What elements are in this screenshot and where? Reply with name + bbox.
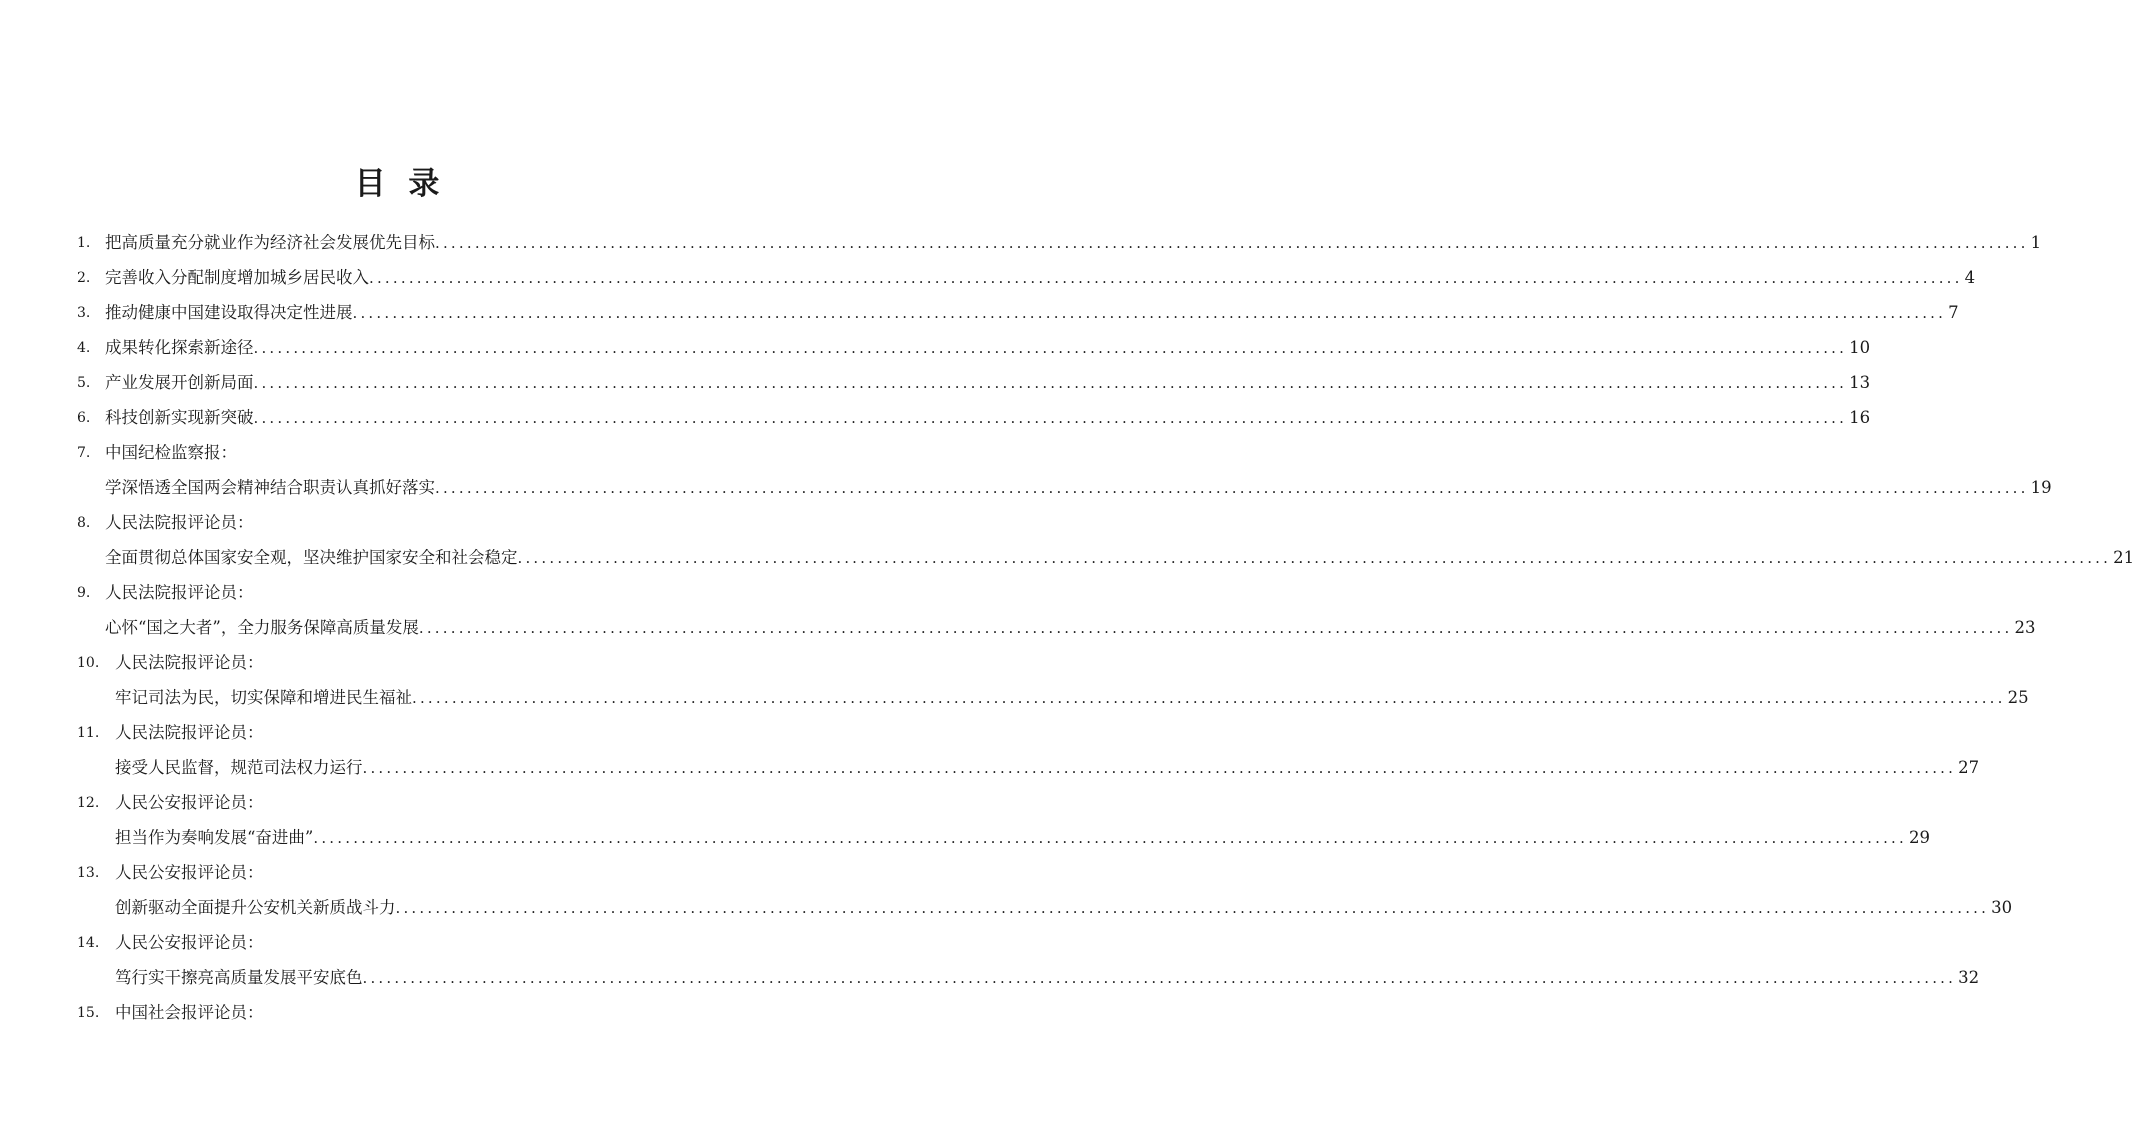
toc-entry-number: 6. — [77, 410, 91, 426]
toc-entry-number: 7. — [77, 445, 91, 461]
toc-row — [0, 401, 1871, 435]
toc-entry-source: 中国社会报评论员： — [115, 1003, 264, 1022]
toc-entry-link[interactable] — [105, 401, 1871, 435]
toc-entry-title: 成果转化探索新途径 — [105, 338, 254, 357]
toc-entry-number: 13. — [77, 865, 100, 881]
toc-entry-title: 创新驱动全面提升公安机关新质战斗力 — [115, 898, 396, 917]
toc-entry-number: 4. — [77, 340, 91, 356]
toc-entry-link[interactable] — [115, 821, 1930, 855]
toc-entry-title: 担当作为奏响发展“奋进曲” — [115, 828, 314, 847]
toc-entry-link[interactable] — [115, 891, 2013, 925]
toc-row — [0, 296, 1959, 330]
toc-entry-link[interactable] — [105, 226, 2042, 260]
toc-row — [0, 331, 1871, 365]
toc-entry-source: 人民法院报评论员： — [105, 583, 254, 602]
dot-leader: ........................................................................................................................................................................................................ — [412, 689, 2006, 707]
dot-leader: ........................................................................................................................................................................................................ — [395, 899, 1990, 917]
toc-entry-source: 人民公安报评论员： — [115, 793, 264, 812]
toc-row — [0, 751, 1980, 785]
toc-row — [0, 506, 800, 540]
toc-entry-number: 10. — [77, 655, 100, 671]
toc-entry-number: 9. — [77, 585, 91, 601]
toc-page-number: 30 — [1991, 898, 2013, 917]
toc-page-number: 13 — [1849, 373, 1871, 392]
page-title: 目 录 — [354, 166, 446, 202]
toc-entry-number: 8. — [77, 515, 91, 531]
toc-entry-number: 2. — [77, 270, 91, 286]
toc-entry-link[interactable] — [105, 296, 1959, 330]
toc-entry-link[interactable] — [105, 366, 1871, 400]
toc-row — [0, 611, 2036, 645]
dot-leader: ........................................................................................................................................................................................................ — [418, 619, 2013, 637]
toc-entry-link[interactable] — [115, 751, 1980, 785]
toc-row — [0, 541, 2134, 575]
toc-entry-number: 5. — [77, 375, 91, 391]
toc-row — [0, 716, 800, 750]
dot-leader: ........................................................................................................................................................................................................ — [435, 234, 2029, 252]
toc-page-number: 21 — [2113, 548, 2134, 567]
toc-row — [0, 961, 1980, 995]
toc-row — [0, 366, 1871, 400]
toc-entry-title: 心怀“国之大者”，全力服务保障高质量发展 — [105, 618, 419, 637]
toc-row — [0, 786, 800, 820]
toc-entry-title: 把高质量充分就业作为经济社会发展优先目标 — [105, 233, 435, 252]
toc-row — [0, 646, 800, 680]
toc-row — [0, 576, 800, 610]
dot-leader: ........................................................................................................................................................................................................ — [362, 969, 1957, 987]
toc-row — [0, 261, 1976, 295]
toc-entry-link[interactable] — [105, 331, 1871, 365]
toc-entry-title: 产业发展开创新局面 — [105, 373, 254, 392]
toc-entry-title: 推动健康中国建设取得决定性进展 — [105, 303, 353, 322]
toc-entry-number: 1. — [77, 235, 91, 251]
toc-row — [0, 681, 2029, 715]
dot-leader: ........................................................................................................................................................................................................ — [435, 479, 2029, 497]
dot-leader: ........................................................................................................................................................................................................ — [253, 339, 1848, 357]
toc-entry-number: 14. — [77, 935, 100, 951]
toc-row — [0, 471, 2052, 505]
toc-row — [0, 856, 800, 890]
toc-entry-title: 接受人民监督，规范司法权力运行 — [115, 758, 363, 777]
toc-page-number: 32 — [1958, 968, 1980, 987]
toc-entry-link[interactable] — [105, 471, 2052, 505]
toc-page-number: 1 — [2030, 233, 2042, 252]
toc-row — [0, 436, 800, 470]
toc-entry-number: 11. — [77, 725, 100, 741]
toc-page-number: 16 — [1849, 408, 1871, 427]
toc-entry-title: 完善收入分配制度增加城乡居民收入 — [105, 268, 369, 287]
toc-entry-number: 15. — [77, 1005, 100, 1021]
toc-entry-source: 人民公安报评论员： — [115, 933, 264, 952]
toc-entry-source: 人民法院报评论员： — [105, 513, 254, 532]
toc-page-number: 19 — [2030, 478, 2052, 497]
toc-entry-title: 科技创新实现新突破 — [105, 408, 254, 427]
toc-entry-source: 人民法院报评论员： — [115, 653, 264, 672]
toc-entry-link[interactable] — [115, 961, 1980, 995]
toc-row — [0, 821, 1930, 855]
dot-leader: ........................................................................................................................................................................................................ — [313, 829, 1907, 847]
toc-entry-title: 牢记司法为民，切实保障和增进民生福祉 — [115, 688, 412, 707]
toc-entry-link[interactable] — [105, 261, 1976, 295]
toc-row — [0, 226, 2042, 260]
toc-row — [0, 891, 2013, 925]
toc-entry-source: 中国纪检监察报： — [105, 443, 237, 462]
toc-page-number: 25 — [2007, 688, 2029, 707]
toc-page-number: 7 — [1948, 303, 1959, 322]
toc-entry-number: 3. — [77, 305, 91, 321]
toc-page-number: 27 — [1958, 758, 1980, 777]
toc-entry-source: 人民公安报评论员： — [115, 863, 264, 882]
toc-page-number: 29 — [1909, 828, 1930, 847]
dot-leader: ........................................................................................................................................................................................................ — [369, 269, 1963, 287]
toc-page-number: 10 — [1849, 338, 1871, 357]
toc-entry-title: 笃行实干擦亮高质量发展平安底色 — [115, 968, 363, 987]
dot-leader: ........................................................................................................................................................................................................ — [253, 409, 1848, 427]
toc-entry-title: 学深悟透全国两会精神结合职责认真抓好落实 — [105, 478, 435, 497]
toc-entry-source: 人民法院报评论员： — [115, 723, 264, 742]
toc-row — [0, 996, 800, 1030]
toc-row — [0, 926, 800, 960]
dot-leader: ........................................................................................................................................................................................................ — [517, 549, 2112, 567]
toc-entry-link[interactable] — [105, 611, 2036, 645]
toc-page-number: 23 — [2014, 618, 2036, 637]
dot-leader: ........................................................................................................................................................................................................ — [352, 304, 1947, 322]
toc-entry-link[interactable] — [115, 681, 2029, 715]
toc-entry-number: 12. — [77, 795, 100, 811]
toc-entry-link[interactable] — [105, 541, 2134, 575]
toc-entry-title: 全面贯彻总体国家安全观，坚决维护国家安全和社会稳定 — [105, 548, 518, 567]
toc-page-number: 4 — [1964, 268, 1976, 287]
dot-leader: ........................................................................................................................................................................................................ — [253, 374, 1848, 392]
dot-leader: ........................................................................................................................................................................................................ — [362, 759, 1957, 777]
